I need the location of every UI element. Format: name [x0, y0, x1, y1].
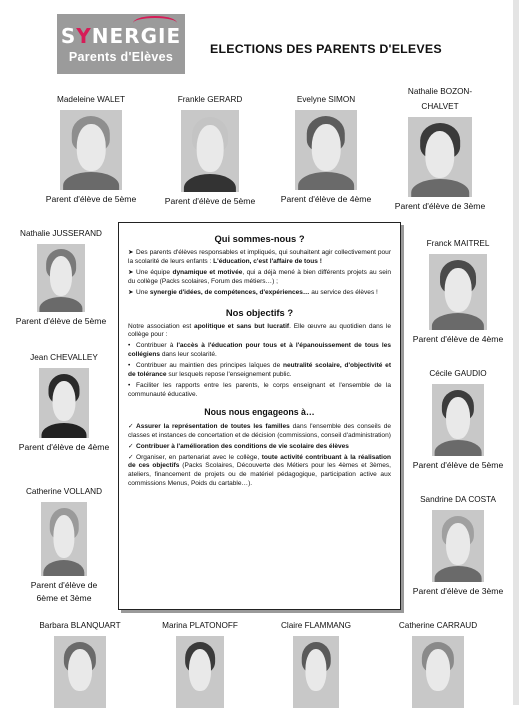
member-name: Claire FLAMMANG [280, 621, 352, 630]
text: Organiser, en partenariat avec le collège, [136, 453, 262, 461]
text-bold: neutralité scolaire, d'objectivité et de tolérance [128, 362, 391, 379]
photo-face [189, 649, 211, 691]
section-heading-objectives: Nos objectifs ? [225, 306, 294, 318]
logo-letters-rest: NERGIE [91, 24, 182, 48]
member-role: Parent d'élève de 4ème [412, 334, 504, 344]
paragraph-objectives-intro [128, 323, 391, 341]
member-photo [432, 384, 484, 456]
member-role: Parent d'élève de 5ème [15, 316, 107, 326]
member-card-walet [44, 94, 138, 205]
member-name: Jean CHEVALLEY [30, 353, 98, 362]
member-card-volland [12, 486, 116, 604]
paragraph-objectives-2 [128, 362, 391, 380]
text: Contribuer au maintien des principes laïques de [136, 362, 283, 370]
member-role-line2: 6ème et 3ème [36, 593, 92, 603]
dot-bullet-icon: • [128, 342, 131, 350]
text: dans leur scolarité. [160, 351, 217, 359]
member-card-da-costa [404, 494, 512, 597]
member-role-line1: Parent d'élève de [30, 580, 98, 590]
member-name: Nathalie JUSSERAND [20, 229, 102, 238]
paragraph-objectives-3 [128, 382, 391, 400]
photo-face [53, 381, 76, 422]
photo-face [425, 131, 454, 177]
member-card-gerard [160, 94, 260, 207]
text-bold: toute activité contribuant à la réalisation de ces objectifs [128, 453, 391, 470]
member-name: Catherine VOLLAND [26, 487, 102, 496]
text-bold: dynamique et motivée [172, 268, 243, 276]
arrow-bullet-icon: ➤ [128, 288, 134, 296]
member-photo [60, 110, 122, 190]
member-name: Marina PLATONOFF [162, 621, 238, 630]
member-role: Parent d'élève de 3ème [412, 586, 504, 596]
check-icon: ✓ [128, 453, 134, 461]
photo-face [312, 124, 341, 170]
member-photo [412, 636, 464, 708]
paragraph-who-1 [128, 249, 391, 267]
member-role: Parent d'élève de 4ème [18, 442, 110, 452]
photo-face [446, 523, 470, 565]
photo-face [50, 256, 72, 295]
member-name: Sandrine DA COSTA [420, 495, 496, 504]
photo-body [432, 313, 484, 330]
member-role: Parent d'élève de 4ème [280, 194, 372, 204]
member-name: Evelyne SIMON [296, 95, 356, 104]
check-icon: ✓ [128, 442, 134, 450]
logo-wordmark [57, 24, 185, 48]
photo-body [42, 423, 87, 438]
logo-subtitle: Parents d'Elèves [68, 50, 174, 64]
paragraph-commitments-1 [128, 423, 391, 441]
page-edge [513, 0, 519, 705]
member-role: Parent d'élève de 5ème [164, 196, 256, 206]
paragraph-objectives-1 [128, 342, 391, 360]
text: au service des élèves ! [309, 288, 378, 296]
check-icon: ✓ [128, 422, 134, 430]
text: Une [136, 288, 150, 296]
paragraph-commitments-3 [128, 454, 391, 490]
photo-face [446, 397, 470, 439]
member-photo [39, 368, 89, 438]
member-photo [432, 510, 484, 582]
dot-bullet-icon: • [128, 381, 131, 389]
member-card-simon [276, 94, 376, 205]
synergie-logo [57, 14, 185, 74]
text: (Packs Scolaires, Découverte des Métiers pour les 4èmes et 3èmes, ateliers, financement de projets ou de matériel pédagogique, participation active aux commissions Menus, Poids du cartable…). [128, 462, 391, 488]
text-bold: L'éducation, c'est l'affaire de tous ! [213, 257, 322, 265]
text-bold: l'accès à l'éducation pour tous et à l'épanouissement de tous les collégiens [128, 342, 391, 359]
dot-bullet-icon: • [128, 362, 131, 370]
photo-body [435, 566, 482, 582]
photo-face [305, 649, 326, 691]
member-card-maitrel [404, 238, 512, 345]
photo-face [445, 268, 472, 312]
text-bold: Contribuer à l'amélioration des conditions de vie scolaire des élèves [136, 442, 349, 450]
member-name: Madeleine WALET [57, 95, 125, 104]
paragraph-who-3 [128, 289, 391, 298]
member-card-bozon-chalvet [390, 86, 490, 209]
member-name-line2: CHALVET [421, 102, 459, 111]
text: Faciliter les rapports entre les parents, le corps enseignant et l'ensemble de la communauté éducative. [128, 381, 391, 398]
section-heading-commitments: Nous nous engageons à… [204, 406, 315, 417]
section-heading-who: Qui sommes-nous ? [214, 233, 305, 244]
arrow-bullet-icon: ➤ [128, 249, 134, 256]
member-name: Frankle GERARD [177, 95, 243, 104]
page-title: ELECTIONS DES PARENTS D'ELEVES [210, 42, 442, 56]
photo-face [197, 125, 224, 173]
member-name: Franck MAITREL [426, 239, 490, 248]
member-name: Barbara BLANQUART [39, 621, 121, 630]
photo-face [53, 515, 74, 558]
member-name: Catherine CARRAUD [398, 621, 478, 630]
member-photo [37, 244, 85, 312]
photo-body [411, 179, 469, 197]
arrow-bullet-icon: ➤ [128, 268, 134, 276]
member-card-platonoff [150, 620, 250, 708]
photo-body [184, 174, 236, 192]
member-photo [429, 254, 487, 330]
photo-body [435, 440, 482, 456]
member-card-gaudio [404, 368, 512, 471]
text: Des parents d'élèves responsables et impliqués, qui souhaitent agir collectivement pour la scolarité de leurs enfants : [128, 249, 391, 265]
text: Une équipe [136, 268, 173, 276]
photo-face [68, 649, 92, 691]
photo-body [298, 172, 354, 190]
member-card-chevalley [14, 352, 114, 453]
member-photo [176, 636, 224, 708]
member-photo [295, 110, 357, 190]
text-bold: synergie d'idées, de compétences, d'expériences… [149, 288, 310, 296]
member-card-blanquart [30, 620, 130, 708]
photo-body [43, 560, 84, 576]
text: , qui a déjà mené à bien différents projets au sein du collège (Packs scolaires, Forum des métiers…) ; [128, 268, 391, 285]
member-name-line1: Nathalie BOZON- [407, 87, 473, 96]
paragraph-who-2 [128, 269, 391, 287]
photo-face [426, 649, 450, 691]
member-card-flammang [266, 620, 366, 708]
logo-letter-y: Y [76, 24, 92, 48]
photo-body [39, 297, 82, 312]
text: . Elle œuvre au quotidien dans le collège pour : [128, 322, 391, 339]
text: sur lesquels repose l'enseignement public. [166, 371, 292, 379]
paragraph-commitments-2 [128, 443, 391, 452]
member-photo [41, 502, 87, 576]
logo-letter-s: S [60, 24, 77, 48]
member-photo [408, 117, 472, 197]
member-role: Parent d'élève de 3ème [394, 201, 486, 209]
member-photo [293, 636, 339, 708]
text-bold: apolitique et sans but lucratif [194, 322, 290, 330]
association-presentation-box [118, 222, 401, 610]
text: Notre association est [128, 322, 195, 330]
member-card-carraud [386, 620, 490, 708]
member-photo [181, 110, 239, 192]
member-card-jusserand [8, 228, 114, 327]
member-name: Cécile GAUDIO [429, 369, 487, 378]
member-role: Parent d'élève de 5ème [412, 460, 504, 470]
photo-body [63, 172, 119, 190]
text-bold: Assurer la représentation de toutes les familles [136, 422, 290, 430]
photo-face [77, 124, 106, 170]
text: Contribuer à [136, 342, 177, 350]
member-role: Parent d'élève de 5ème [45, 194, 137, 204]
member-photo [54, 636, 106, 708]
text: dans l'ensemble des conseils de classes et instances de concertation et de décision (commissions, conseil d'administration) [128, 422, 392, 439]
